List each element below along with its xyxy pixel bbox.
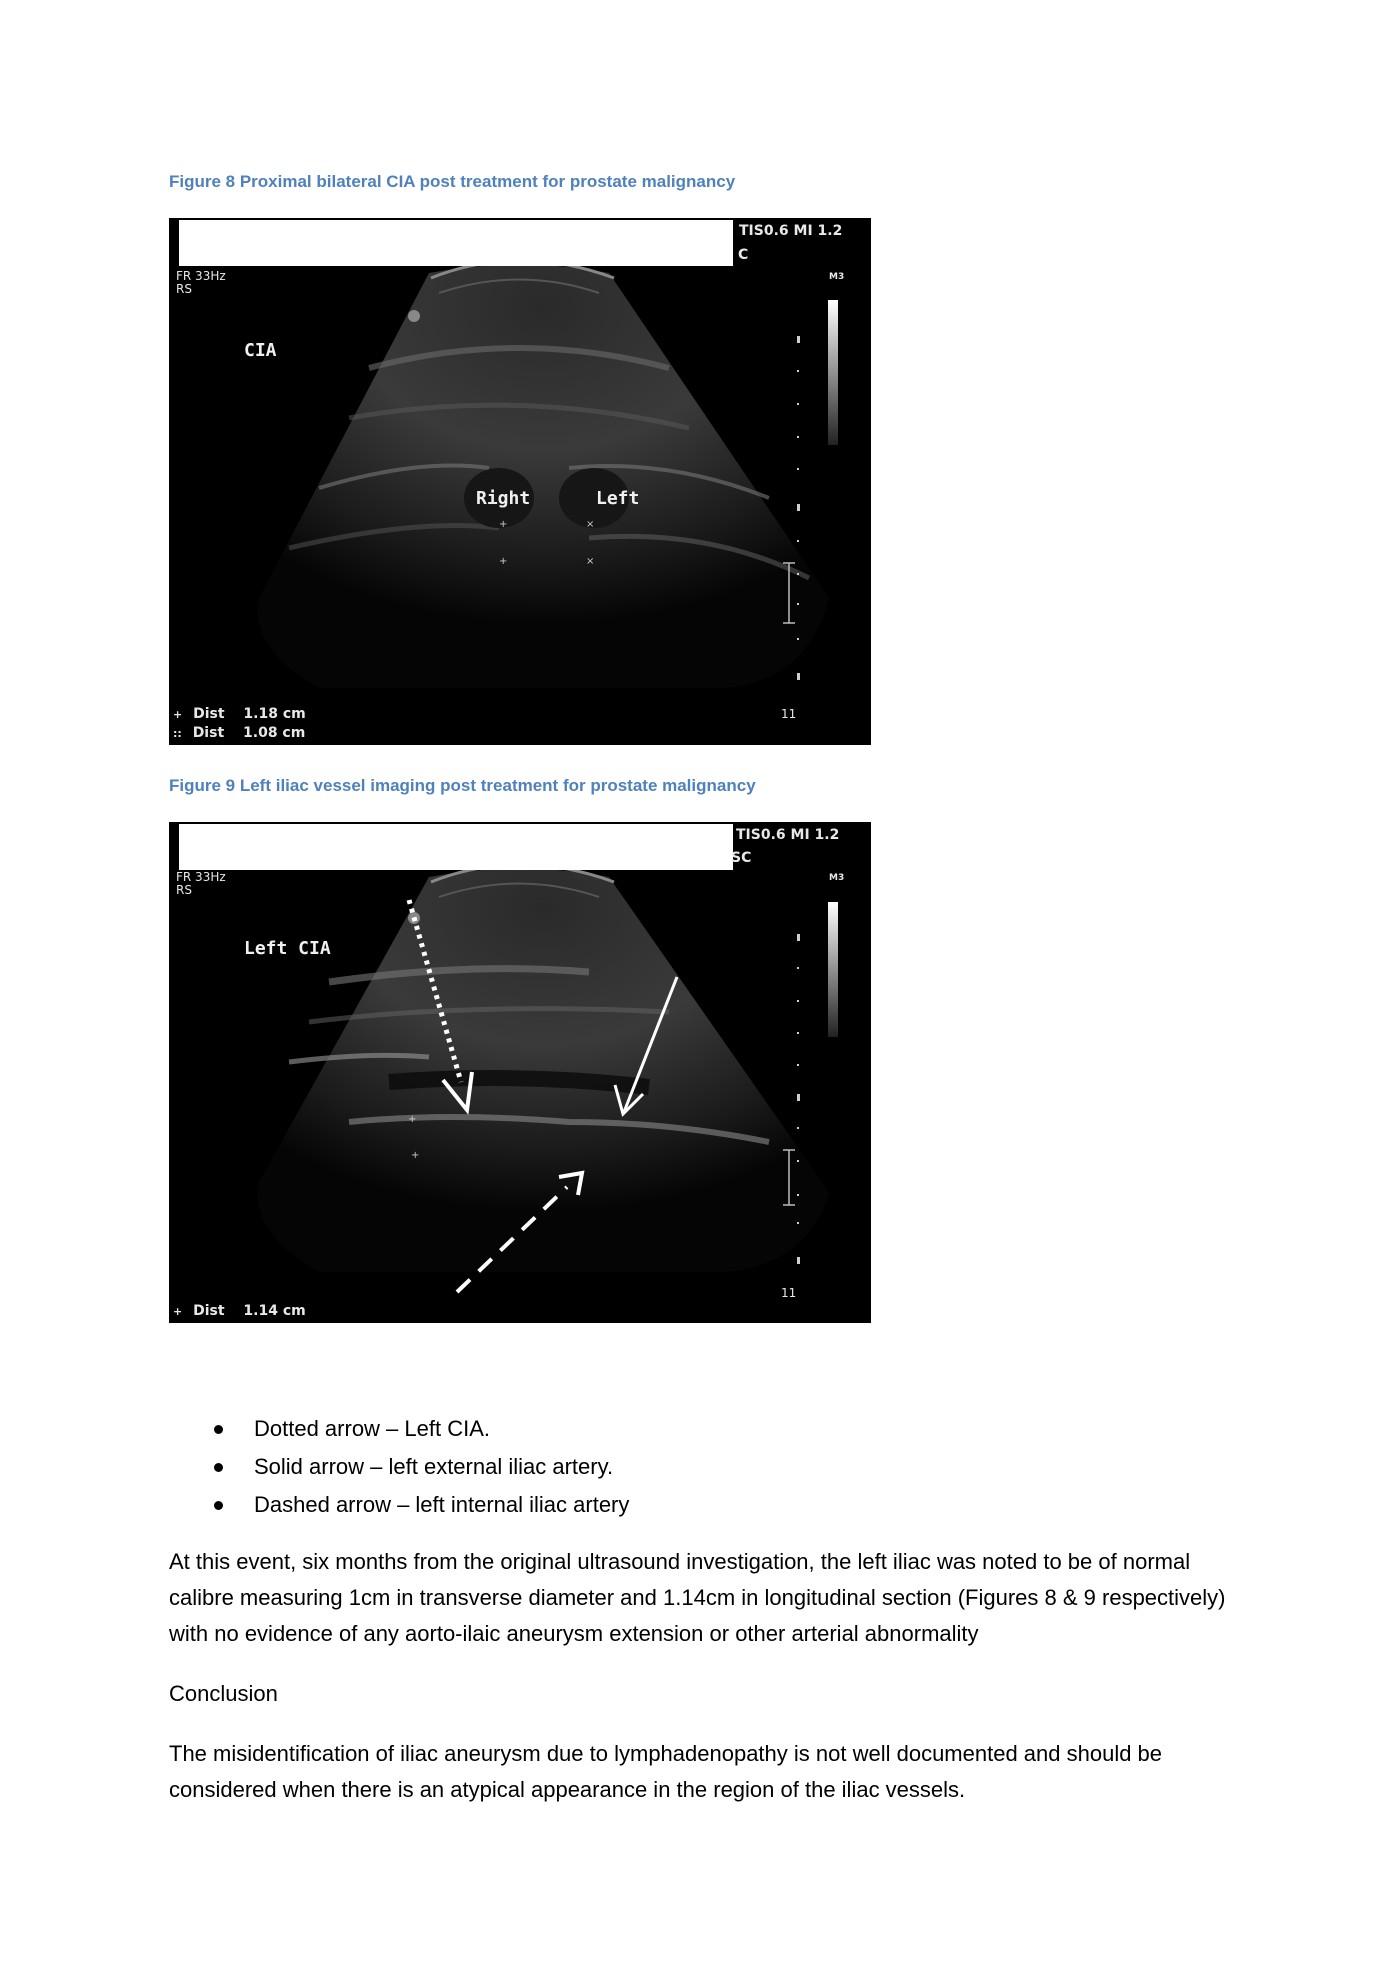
sc-readout: C — [738, 247, 749, 263]
m3-label: M3 — [829, 873, 845, 883]
ultrasound-fan — [258, 869, 829, 1273]
figure-9-ultrasound-image — [169, 822, 871, 1323]
findings-paragraph: At this event, six months from the original ultrasound investigation, the left iliac was noted to be of normal calibre measuring 1cm in transverse diameter and 1.14cm in longitudinal section (Figures 8 & 9 respectively) with no evidence of any aorto-ilaic aneurysm extension or other arterial abnormality — [169, 1549, 1226, 1646]
measurement-label: Dist — [192, 725, 225, 741]
rs-label: RS — [176, 883, 192, 897]
gray-scale-bar — [828, 300, 838, 445]
bullet-text: Dotted arrow – Left CIA. — [254, 1416, 490, 1441]
measurement-symbol: + — [173, 1305, 183, 1318]
conclusion-heading: Conclusion — [169, 1681, 278, 1706]
bullet-text: Solid arrow – left external iliac artery. — [254, 1454, 614, 1479]
list-item — [169, 1410, 629, 1448]
bullet-icon — [214, 1501, 223, 1510]
rs-label: RS — [176, 282, 192, 296]
figure-8-caption: Figure 8 Proximal bilateral CIA post treatment for prostate malignancy — [169, 172, 736, 191]
measurement-value: 1.18 cm — [243, 706, 306, 722]
ultrasound-scan-graphic — [169, 822, 871, 1323]
bullet-text: Dashed arrow – left internal iliac artery — [254, 1492, 630, 1517]
redacted-header — [179, 824, 733, 870]
bullet-icon — [214, 1425, 223, 1434]
frame-rate: FR 33Hz — [176, 870, 226, 884]
redacted-header — [179, 220, 733, 266]
measurement-value: 1.08 cm — [243, 725, 306, 741]
caliper-marker: + — [408, 1114, 417, 1125]
cia-label: CIA — [244, 340, 277, 361]
list-item — [169, 1486, 629, 1524]
measurement-2 — [173, 726, 305, 740]
caliper-marker: + — [499, 556, 508, 567]
measurement-symbol: + — [173, 708, 183, 721]
depth-value: 11 — [781, 707, 797, 721]
measurement-1 — [173, 1304, 306, 1318]
measurement-symbol: :: — [173, 727, 182, 740]
tis-mi-readout: TIS0.6 MI 1.2 — [736, 827, 840, 843]
measurement-1 — [173, 707, 306, 721]
caliper-marker: + — [499, 519, 508, 530]
caliper-marker: × — [586, 556, 595, 567]
sc-readout: SC — [731, 850, 752, 866]
left-label: Left — [596, 488, 640, 509]
arrow-legend-list — [169, 1410, 629, 1524]
caliper-marker: + — [411, 1150, 420, 1161]
depth-value: 11 — [781, 1286, 797, 1300]
gray-scale-bar — [828, 902, 838, 1037]
m3-label: M3 — [829, 272, 845, 282]
bullet-icon — [214, 1463, 223, 1472]
left-cia-label: Left CIA — [244, 938, 331, 959]
ultrasound-scan-graphic — [169, 218, 871, 745]
right-label: Right — [476, 488, 531, 509]
list-item — [169, 1448, 629, 1486]
ultrasound-fan — [258, 265, 829, 689]
tis-mi-readout: TIS0.6 MI 1.2 — [739, 223, 843, 239]
conclusion-paragraph: The misidentification of iliac aneurysm due to lymphadenopathy is not well documented and should be considered when there is an atypical appearance in the region of the iliac vessels. — [169, 1741, 1163, 1802]
figure-8-ultrasound-image — [169, 218, 871, 745]
caliper-marker: × — [586, 519, 595, 530]
measurement-label: Dist — [193, 706, 225, 722]
figure-9-caption: Figure 9 Left iliac vessel imaging post treatment for prostate malignancy — [169, 776, 756, 795]
frame-rate: FR 33Hz — [176, 269, 226, 283]
measurement-value: 1.14 cm — [243, 1303, 306, 1319]
measurement-label: Dist — [193, 1303, 225, 1319]
